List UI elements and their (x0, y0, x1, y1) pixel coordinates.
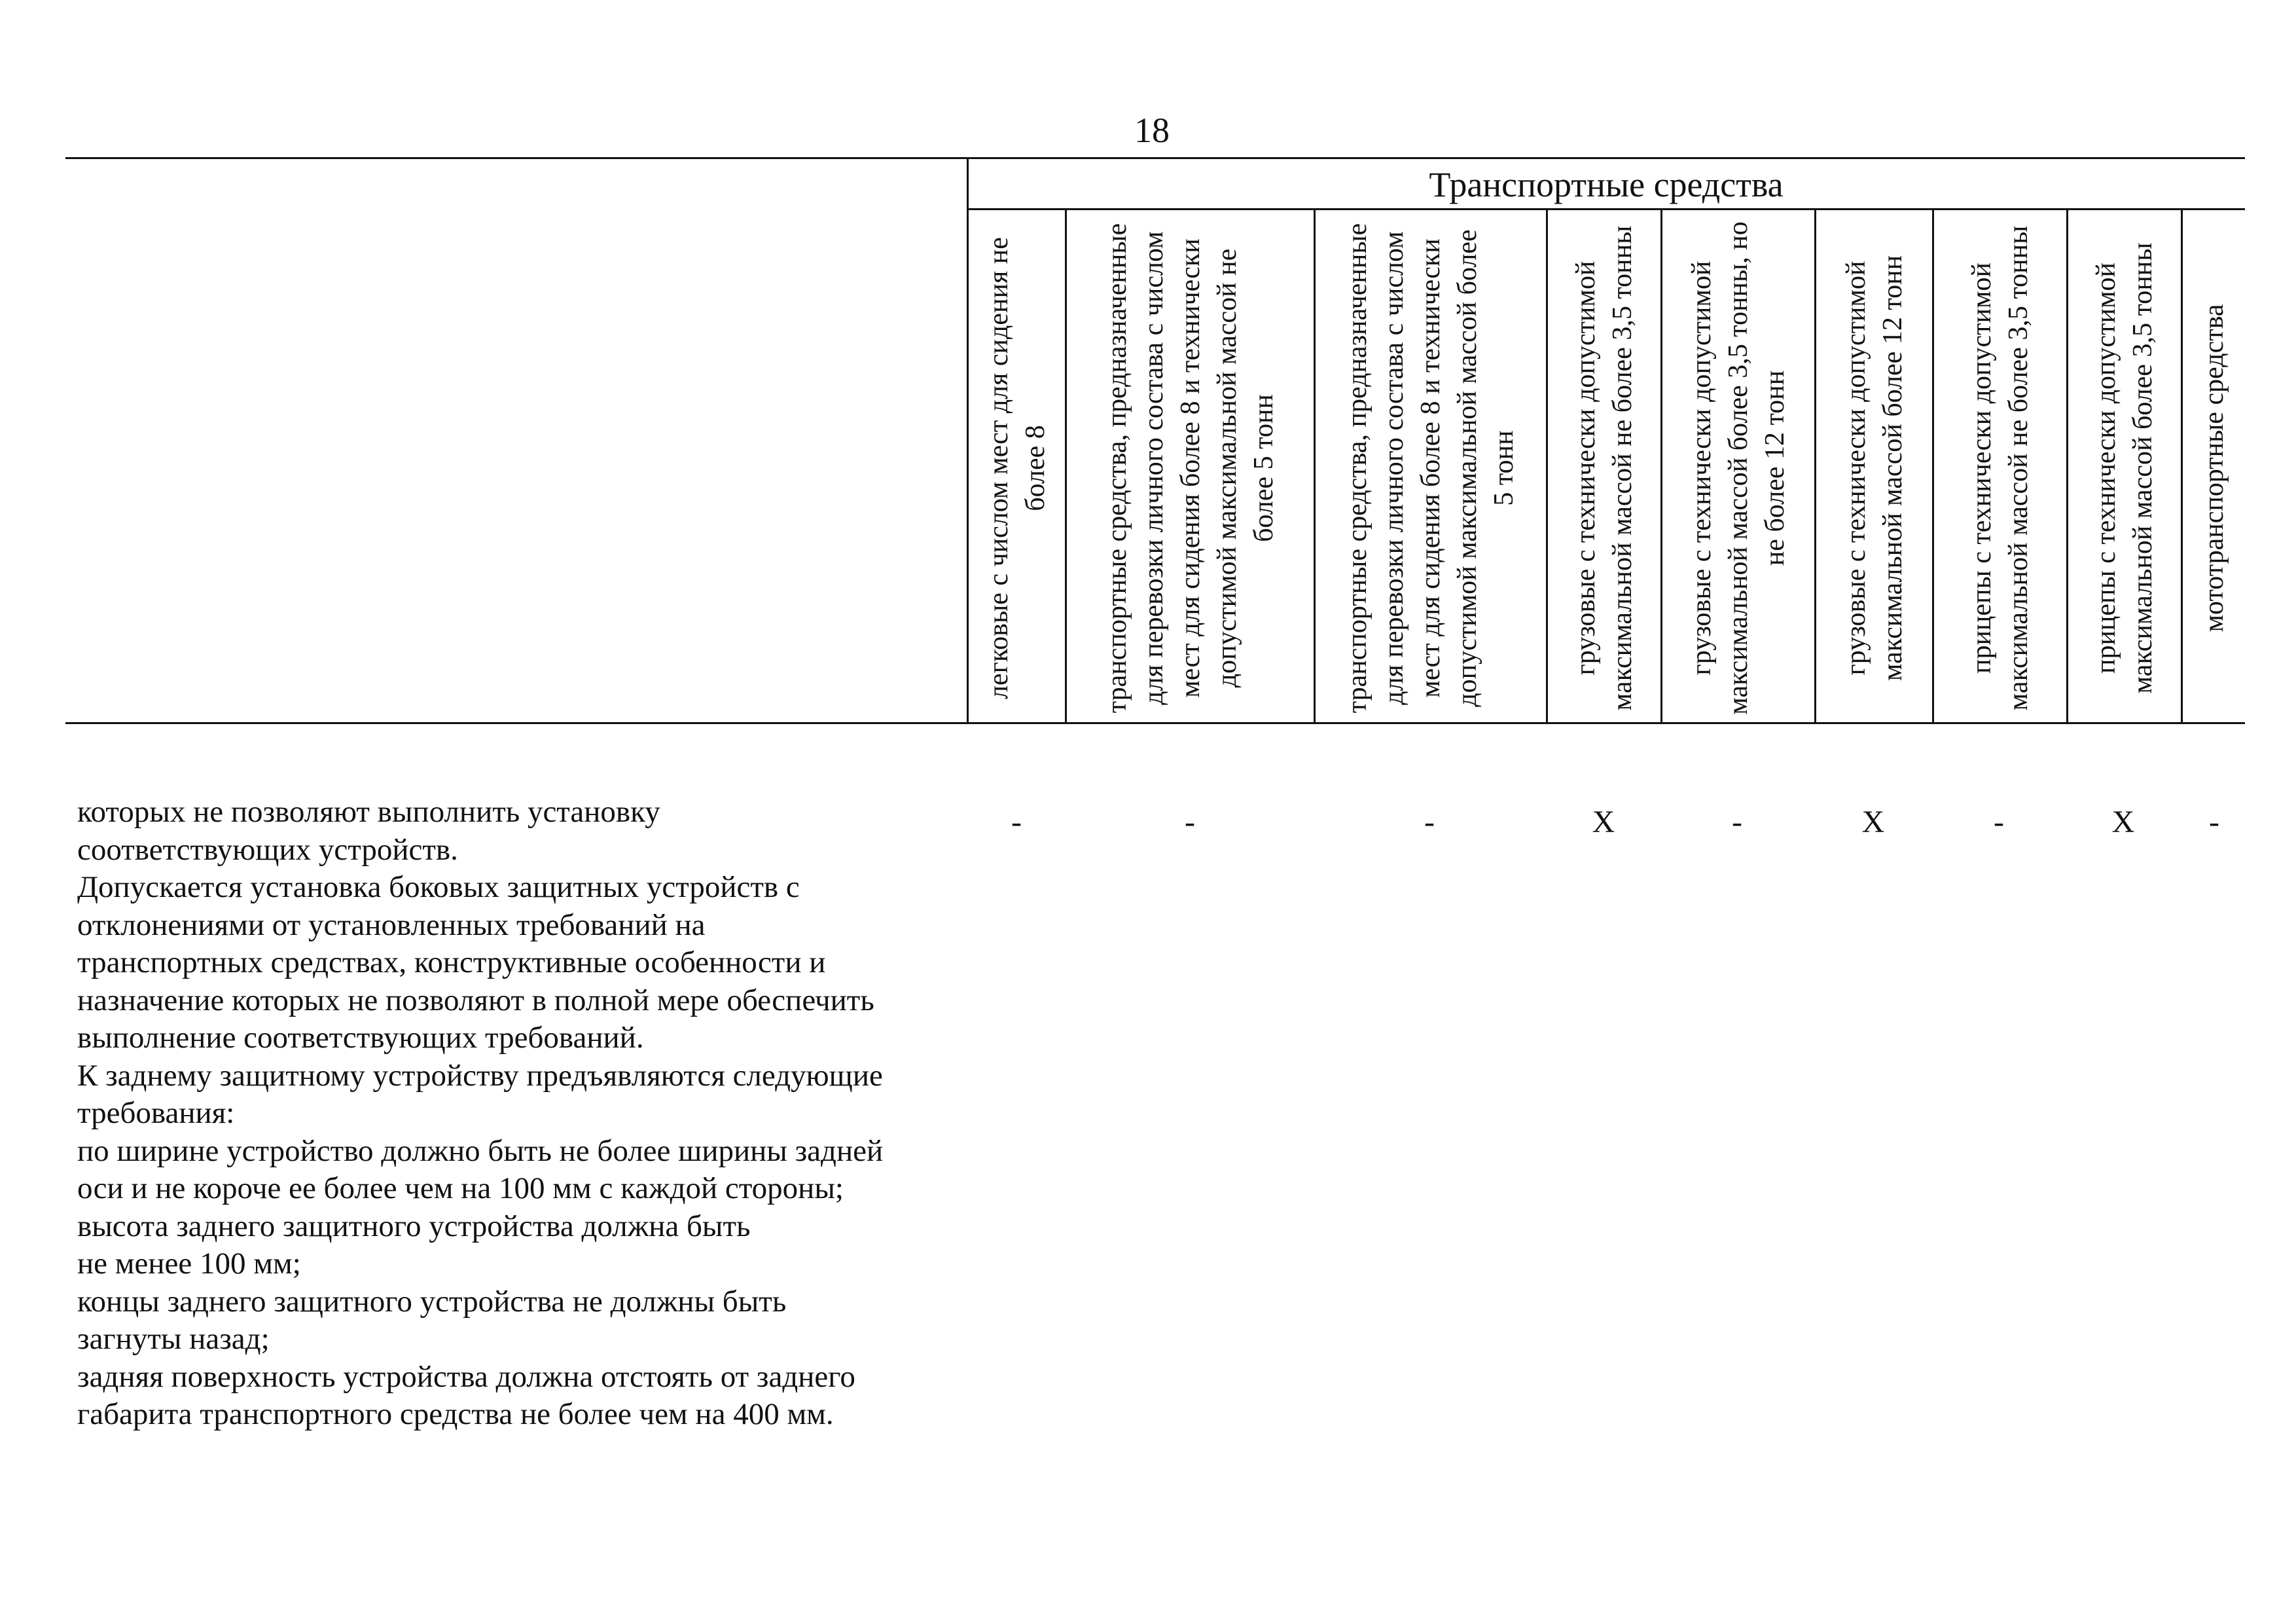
column-header-label: транспортные средства, предназначенные для перевозки личного состава с числом мест для сидения более 8 и технически допустимой максимальной массой более 5 тонн (1342, 223, 1519, 714)
text-line: оси и не короче ее более чем на 100 мм с каждой стороны; (77, 1171, 844, 1205)
table-group-header: Транспортные средства (1429, 165, 1784, 204)
column-header-8 (2068, 213, 2181, 723)
cell-col-8: X (2111, 805, 2135, 839)
column-header-6 (1816, 213, 1932, 723)
text-line: соответствующих устройств. (77, 832, 458, 867)
column-header-label: грузовые с технически допустимой максимальной массой более 12 тонн (1840, 255, 1908, 682)
group-header-divider (967, 208, 2245, 210)
column-header-label: транспортные средства, предназначенные для перевозки личного состава с числом мест для сидения более 8 и технически допустимой максимальной массой не более 5 тонн (1102, 223, 1279, 714)
requirements-text (77, 793, 948, 1434)
column-header-5 (1662, 213, 1814, 723)
column-header-label: легковые с числом мест для сидения не более 8 (983, 237, 1050, 699)
column-header-label: прицепы с технически допустимой максимальной массой не более 3,5 тонны (1967, 225, 2034, 711)
column-header-7 (1934, 213, 2066, 723)
page-number: 18 (1134, 111, 1170, 150)
text-line: выполнение соответствующих требований. (77, 1021, 644, 1055)
cell-col-3: - (1424, 805, 1435, 839)
text-line: транспортных средствах, конструктивные особенности и (77, 945, 826, 979)
text-line: габарита транспортного средства не более чем на 400 мм. (77, 1397, 834, 1431)
text-line: требования: (77, 1096, 235, 1130)
cell-col-9: - (2209, 805, 2219, 839)
text-line: концы заднего защитного устройства не должны быть (77, 1284, 787, 1319)
cell-col-4: X (1592, 805, 1615, 839)
text-line: загнуты назад; (77, 1322, 270, 1356)
text-line: отклонениями от установленных требований на (77, 907, 706, 942)
column-header-label: прицепы с технически допустимой максимальной массой более 3,5 тонны (2091, 242, 2158, 694)
column-header-label: мототранспортные средства (2198, 304, 2229, 632)
column-header-label: грузовые с технически допустимой максимальной массой более 3,5 тонны, но не более 12 тонн (1687, 221, 1790, 715)
cell-col-5: - (1732, 805, 1742, 839)
text-line: назначение которых не позволяют в полной мере обеспечить (77, 983, 874, 1017)
text-line: задняя поверхность устройства должна отстоять от заднего (77, 1359, 855, 1394)
text-line: которых не позволяют выполнить установку (77, 795, 660, 829)
column-header-4 (1548, 213, 1660, 723)
column-header-3 (1316, 213, 1546, 723)
text-line: К заднему защитному устройству предъявляются следующие (77, 1058, 883, 1093)
column-header-2 (1067, 213, 1314, 723)
cell-col-6: X (1861, 805, 1885, 839)
text-line: Допускается установка боковых защитных устройств с (77, 870, 800, 904)
table-top-border (65, 157, 2245, 159)
column-header-1 (969, 213, 1065, 723)
cell-col-7: - (1994, 805, 2004, 839)
text-line: высота заднего защитного устройства должна быть (77, 1209, 751, 1243)
text-line: не менее 100 мм; (77, 1247, 301, 1281)
text-line: по ширине устройство должно быть не более ширины задней (77, 1133, 884, 1168)
column-header-label: грузовые с технически допустимой максимальной массой не более 3,5 тонны (1571, 225, 1638, 711)
column-header-9 (2183, 213, 2245, 723)
cell-col-1: - (1011, 805, 1022, 839)
cell-col-2: - (1185, 805, 1195, 839)
